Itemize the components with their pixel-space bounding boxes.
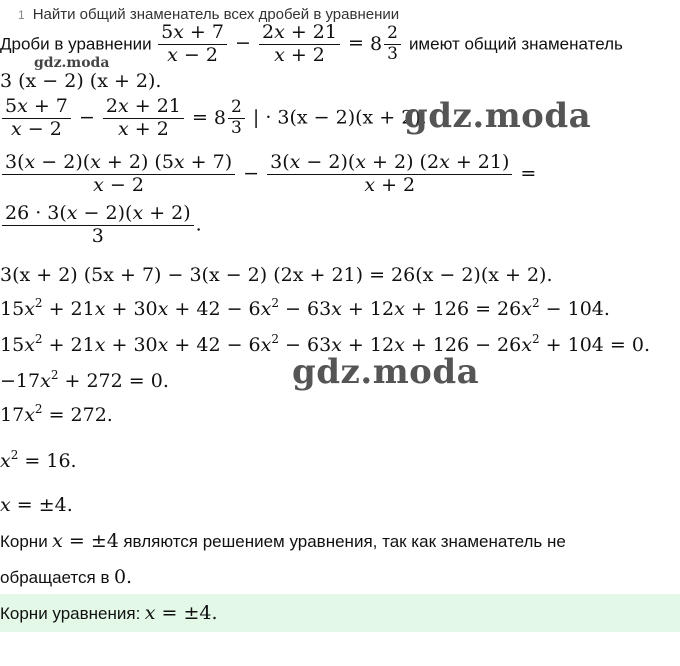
explanation-roots-word: Корни xyxy=(0,532,48,551)
explanation-text: являются решением уравнения, так как знаменатель не xyxy=(123,532,566,551)
watermark-small: gdz.moda xyxy=(34,55,110,71)
equation-expanded: 3(x + 2) (5x + 7) − 3(x − 2) (2x + 21) = 26(x − 2)(x + 2). xyxy=(0,264,553,286)
equation-multiplied: $\frac{3(x - 2)(x + 2) (5x + 7)}{x - 2}$ − $\frac{3(x - 2)(x + 2) (2x + 21)}{x + 2}$ = xyxy=(0,152,536,197)
intro-prefix: Дроби в уравнении xyxy=(0,34,152,54)
equation-multiply: $\frac{5x + 7}{x - 2}$ − $\frac{2x + 21}{x + 2}$ = 8 $\frac{2}{3}$ | · 3(x − 2)(x + 2). xyxy=(0,96,427,141)
answer-label: Корни уравнения: xyxy=(0,604,141,623)
equation-moved: $15x^2 + 21x + 30x + 42 - 6x^2 - 63x + 12x + 126 - 26x^2 + 104 = 0$. xyxy=(0,332,651,356)
equation-simplified: $-17x^2 + 272 = 0$. xyxy=(0,368,169,392)
task-title: Найти общий знаменатель всех дробей в уравнении xyxy=(32,6,400,22)
explanation-zero: 0. xyxy=(113,566,133,588)
task-number: 1 xyxy=(18,8,25,22)
explanation-text-2: обращается в xyxy=(0,568,110,587)
equation-x2: $x^2 = 16$. xyxy=(0,448,77,472)
explanation-line-2 xyxy=(0,566,132,588)
roots-value: = ±4. xyxy=(16,494,73,516)
equation-roots: x = ±4. xyxy=(0,494,73,516)
intro-equation: $\frac{5x + 7}{x - 2}$ − $\frac{2x + 21}{x + 2}$ = 8 $\frac{2}{3}$ xyxy=(156,32,409,54)
answer-value: = ±4. xyxy=(161,602,218,624)
x2-value: = 16. xyxy=(24,450,77,472)
common-denominator: 3 (x − 2) (x + 2). xyxy=(0,70,162,92)
equation-17x2: $17x^2 = 272$. xyxy=(0,402,113,426)
watermark-big-2: gdz.moda xyxy=(292,352,480,392)
equation-rhs: $\frac{26 \cdot 3(x - 2)(x + 2)}{3}$ . xyxy=(0,203,202,248)
answer-line: Корни уравнения: x = ±4. xyxy=(0,602,218,624)
explanation-line-1: Корни x = ±4 являются решением уравнения, так как знаменатель не xyxy=(0,530,566,552)
equation-polynomial: $15x^2 + 21x + 30x + 42 - 6x^2 - 63x + 12x + 126 = 26x^2 - 104$. xyxy=(0,296,610,320)
intro-suffix: имеют общий знаменатель xyxy=(408,34,623,54)
watermark-big-1: gdz.moda xyxy=(404,96,592,136)
task-header xyxy=(0,6,399,22)
multiplier: | · 3(x − 2)(x + 2). xyxy=(252,106,427,129)
